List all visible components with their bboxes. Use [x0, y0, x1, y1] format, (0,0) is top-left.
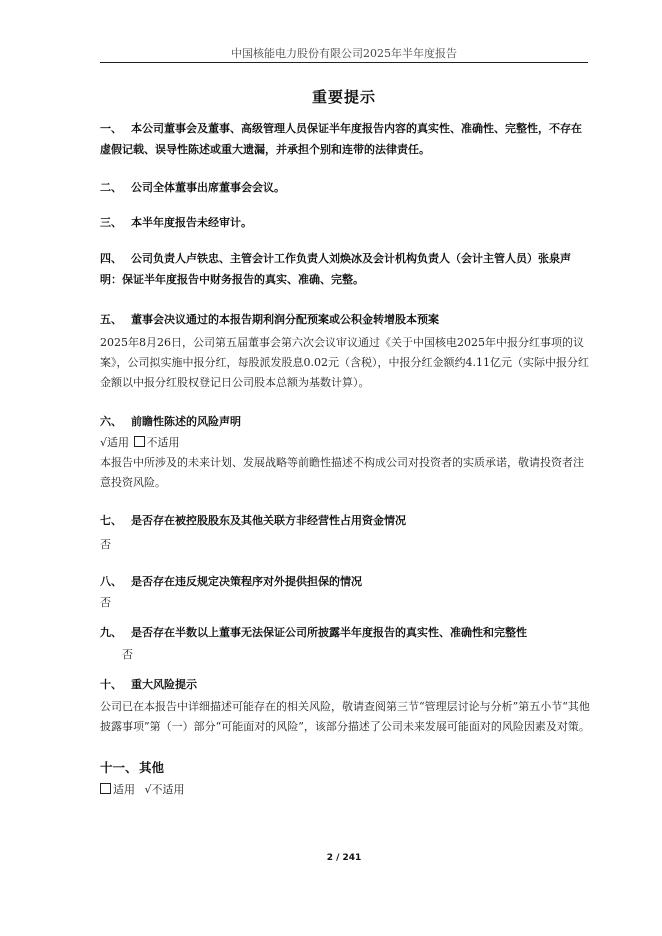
section-11-heading [100, 757, 590, 778]
section-6-title: 前瞻性陈述的风险声明 [131, 415, 241, 428]
section-4-number: 四、 [100, 252, 122, 265]
section-6-applicability [100, 433, 590, 453]
section-9-number: 九、 [100, 626, 122, 639]
applicable-checked: √适用 [100, 436, 130, 449]
section-10-heading [100, 674, 590, 695]
section-7-answer: 否 [100, 538, 111, 551]
section-1-text: 本公司董事会及董事、高级管理人员保证半年度报告内容的真实性、准确性、完整性，不存在虚假记载、误导性陈述或重大遗漏，并承担个别和连带的法律责任。 [100, 122, 582, 156]
section-8-title: 是否存在违反规定决策程序对外提供担保的情况 [131, 575, 362, 588]
section-7-title: 是否存在被控股股东及其他关联方非经营性占用资金情况 [131, 514, 406, 527]
section-4 [100, 248, 590, 290]
section-11-title: 其他 [139, 760, 165, 775]
section-7-number: 七、 [100, 514, 122, 527]
page-title: 重要提示 [311, 88, 376, 106]
section-10-number: 十、 [100, 678, 122, 691]
section-5-number: 五、 [100, 313, 122, 326]
section-8-answer: 否 [100, 596, 111, 609]
section-3-number: 三、 [100, 216, 122, 229]
section-2-number: 二、 [100, 181, 122, 194]
section-1 [100, 118, 590, 160]
section-3 [100, 212, 590, 233]
section-2 [100, 177, 590, 198]
section-1-number: 一、 [100, 122, 122, 135]
section-5-heading [100, 309, 590, 330]
section-4-text: 公司负责人卢铁忠、主管会计工作负责人刘焕冰及会计机构负责人（会计主管人员）张泉声明：保证半年度报告中财务报告的真实、准确、完整。 [100, 252, 571, 286]
applicable-label: 适用 [113, 783, 135, 796]
not-applicable-checked: √不适用 [144, 783, 185, 796]
section-10-title: 重大风险提示 [131, 678, 197, 691]
section-3-text: 本半年度报告未经审计。 [131, 216, 252, 229]
section-5-title: 董事会决议通过的本报告期利润分配预案或公积金转增股本预案 [131, 313, 439, 326]
section-9-title: 是否存在半数以上董事无法保证公司所披露半年度报告的真实性、准确性和完整性 [131, 626, 527, 639]
header-rule [100, 62, 588, 63]
section-6-body: 本报告中所涉及的未来计划、发展战略等前瞻性描述不构成公司对投资者的实质承诺，敬请投资者注意投资风险。 [100, 456, 584, 489]
section-10-body: 公司已在本报告中详细描述可能存在的相关风险，敬请查阅第三节“管理层讨论与分析”第五小节“其他披露事项”第（一）部分“可能面对的风险”，该部分描述了公司未来发展可能面对的风险因素及对策。 [100, 700, 590, 733]
section-8-number: 八、 [100, 575, 122, 588]
section-9-heading [100, 622, 590, 643]
section-8-heading [100, 571, 590, 592]
section-11-applicability [100, 780, 590, 800]
section-9-answer: 否 [122, 648, 133, 661]
running-header: 中国核能电力股份有限公司2025年半年度报告 [231, 47, 457, 60]
not-applicable-label: 不适用 [146, 436, 180, 449]
page-number: 2 / 241 [326, 853, 362, 863]
section-2-text: 公司全体董事出席董事会会议。 [131, 181, 285, 194]
section-5-body: 2025年8月26日，公司第五届董事会第六次会议审议通过《关于中国核电2025年中报分红事项的议案》，公司拟实施中报分红，每股派发股息0.02元（含税），中报分红金额约4.11亿元（实际中报分红金额以中报分红股权登记日公司股本总额为基数计算）。 [100, 336, 589, 389]
section-11-number: 十一、 [100, 760, 138, 775]
section-7-heading [100, 510, 590, 531]
section-6-number: 六、 [100, 415, 122, 428]
checkbox-empty-icon [134, 436, 145, 447]
checkbox-empty-icon [100, 783, 111, 794]
section-6-heading [100, 411, 590, 432]
